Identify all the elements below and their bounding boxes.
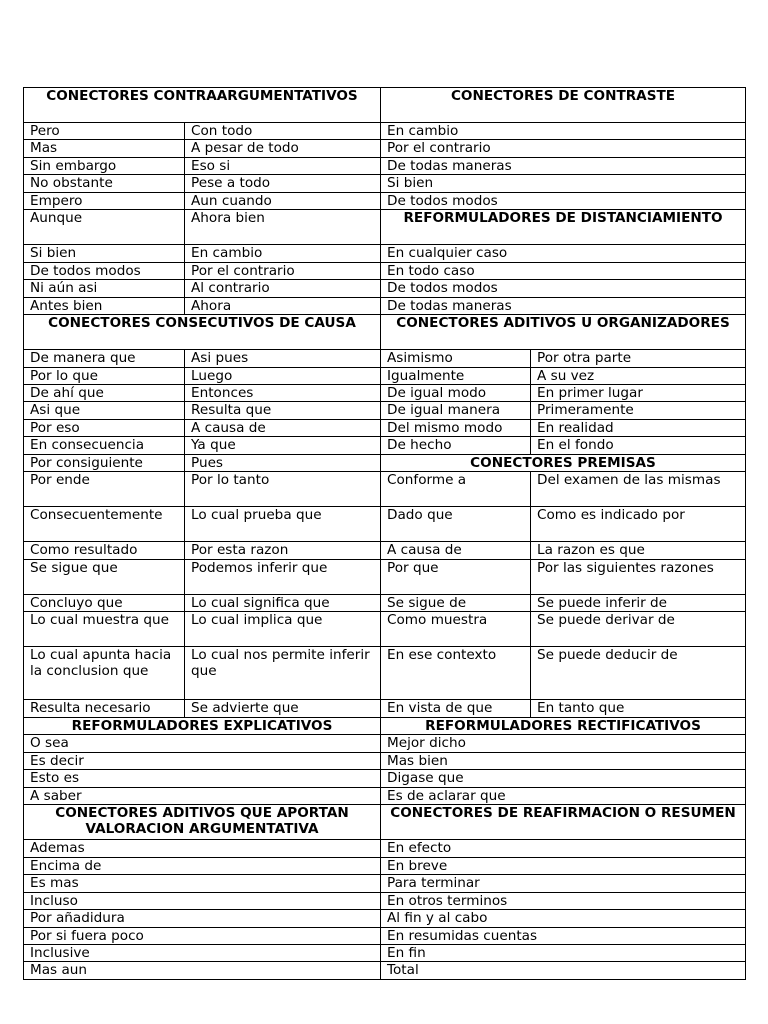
table-cell: Por el contrario: [381, 140, 746, 157]
table-row: [24, 262, 746, 279]
table-cell: De igual modo: [381, 384, 531, 401]
table-cell: De todas maneras: [381, 157, 746, 174]
table-cell: En cambio: [185, 245, 381, 262]
table-row: [24, 454, 746, 471]
table-cell: Asi que: [24, 402, 185, 419]
table-cell: Ya que: [185, 437, 381, 454]
table-cell: Ni aún asi: [24, 280, 185, 297]
table-cell: No obstante: [24, 175, 185, 192]
table-cell: Si bien: [381, 175, 746, 192]
table-cell: Eso si: [185, 157, 381, 174]
table-cell: Digase que: [381, 770, 746, 787]
table-cell: Es de aclarar que: [381, 787, 746, 804]
table-row: [24, 140, 746, 157]
table-cell: Por el contrario: [185, 262, 381, 279]
table-cell: De todas maneras: [381, 297, 746, 314]
table-cell: Pues: [185, 454, 381, 471]
table-row: [24, 840, 746, 857]
table-cell: En tanto que: [531, 700, 746, 717]
table-cell: De ahí que: [24, 384, 185, 401]
table-row: [24, 542, 746, 559]
table-cell: Como muestra: [381, 612, 531, 647]
table-cell: Lo cual significa que: [185, 594, 381, 611]
table-row: [24, 419, 746, 436]
table-cell: En consecuencia: [24, 437, 185, 454]
table-cell: De todos modos: [381, 192, 746, 209]
table-cell: Sin embargo: [24, 157, 185, 174]
table-cell: Por lo que: [24, 367, 185, 384]
table-cell: Por lo tanto: [185, 472, 381, 507]
table-cell: Aun cuando: [185, 192, 381, 209]
table-row: [24, 945, 746, 962]
section-header: CONECTORES ADITIVOS QUE APORTAN VALORACION ARGUMENTATIVA: [24, 805, 381, 840]
table-cell: Aunque: [24, 210, 185, 245]
table-cell: Incluso: [24, 892, 381, 909]
connectors-table: [23, 87, 746, 980]
table-cell: A saber: [24, 787, 381, 804]
table-cell: Por consiguiente: [24, 454, 185, 471]
section-header: CONECTORES CONSECUTIVOS DE CAUSA: [24, 315, 381, 350]
table-cell: Al fin y al cabo: [381, 910, 746, 927]
table-cell: Resulta que: [185, 402, 381, 419]
table-row: [24, 770, 746, 787]
table-cell: Del examen de las mismas: [531, 472, 746, 507]
table-cell: En cualquier caso: [381, 245, 746, 262]
table-cell: Dado que: [381, 507, 531, 542]
section-header: CONECTORES DE REAFIRMACION O RESUMEN: [381, 805, 746, 840]
table-cell: Se sigue de: [381, 594, 531, 611]
table-cell: Lo cual muestra que: [24, 612, 185, 647]
table-row: [24, 245, 746, 262]
table-cell: O sea: [24, 735, 381, 752]
table-cell: Ademas: [24, 840, 381, 857]
table-cell: Como es indicado por: [531, 507, 746, 542]
table-cell: Es mas: [24, 875, 381, 892]
table-cell: A pesar de todo: [185, 140, 381, 157]
table-cell: Mas bien: [381, 752, 746, 769]
table-cell: Consecuentemente: [24, 507, 185, 542]
table-cell: Se advierte que: [185, 700, 381, 717]
table-row: [24, 805, 746, 840]
table-cell: De hecho: [381, 437, 531, 454]
table-cell: En vista de que: [381, 700, 531, 717]
table-cell: A causa de: [381, 542, 531, 559]
section-header: CONECTORES ADITIVOS U ORGANIZADORES: [381, 315, 746, 350]
table-cell: En realidad: [531, 419, 746, 436]
table-cell: En el fondo: [531, 437, 746, 454]
table-cell: Con todo: [185, 122, 381, 139]
table-cell: Conforme a: [381, 472, 531, 507]
table-cell: Lo cual nos permite inferir que: [185, 647, 381, 700]
table-cell: Como resultado: [24, 542, 185, 559]
table-cell: En cambio: [381, 122, 746, 139]
section-header: REFORMULADORES RECTIFICATIVOS: [381, 717, 746, 734]
table-row: [24, 210, 746, 245]
table-row: [24, 875, 746, 892]
table-row: [24, 280, 746, 297]
table-row: [24, 700, 746, 717]
table-cell: Pese a todo: [185, 175, 381, 192]
table-cell: Ahora bien: [185, 210, 381, 245]
section-header: CONECTORES DE CONTRASTE: [381, 88, 746, 123]
section-header: REFORMULADORES EXPLICATIVOS: [24, 717, 381, 734]
table-cell: A su vez: [531, 367, 746, 384]
table-cell: En resumidas cuentas: [381, 927, 746, 944]
table-cell: En primer lugar: [531, 384, 746, 401]
table-cell: Se puede derivar de: [531, 612, 746, 647]
connectors-document: [23, 87, 745, 980]
table-cell: La razon es que: [531, 542, 746, 559]
table-row: [24, 594, 746, 611]
table-cell: Por añadidura: [24, 910, 381, 927]
table-cell: Ahora: [185, 297, 381, 314]
table-cell: De todos modos: [24, 262, 185, 279]
table-row: [24, 717, 746, 734]
table-cell: En efecto: [381, 840, 746, 857]
table-cell: Se puede inferir de: [531, 594, 746, 611]
table-row: [24, 857, 746, 874]
table-row: [24, 910, 746, 927]
table-cell: Se puede deducir de: [531, 647, 746, 700]
table-cell: Esto es: [24, 770, 381, 787]
table-cell: Si bien: [24, 245, 185, 262]
table-row: [24, 927, 746, 944]
table-cell: Total: [381, 962, 746, 980]
table-cell: Luego: [185, 367, 381, 384]
table-cell: En otros terminos: [381, 892, 746, 909]
table-cell: Por ende: [24, 472, 185, 507]
table-cell: Concluyo que: [24, 594, 185, 611]
table-cell: Mas: [24, 140, 185, 157]
table-cell: A causa de: [185, 419, 381, 436]
table-cell: Igualmente: [381, 367, 531, 384]
table-cell: Mas aun: [24, 962, 381, 980]
table-row: [24, 735, 746, 752]
table-row: [24, 122, 746, 139]
table-cell: Podemos inferir que: [185, 559, 381, 594]
table-cell: Mejor dicho: [381, 735, 746, 752]
table-cell: Al contrario: [185, 280, 381, 297]
table-cell: En todo caso: [381, 262, 746, 279]
table-row: [24, 315, 746, 350]
table-cell: En ese contexto: [381, 647, 531, 700]
table-cell: Por esta razon: [185, 542, 381, 559]
table-cell: Entonces: [185, 384, 381, 401]
table-row: [24, 88, 746, 123]
table-row: [24, 350, 746, 367]
table-cell: Resulta necesario: [24, 700, 185, 717]
table-cell: Es decir: [24, 752, 381, 769]
table-cell: Por eso: [24, 419, 185, 436]
table-cell: Encima de: [24, 857, 381, 874]
table-row: [24, 962, 746, 980]
table-row: [24, 402, 746, 419]
table-cell: Pero: [24, 122, 185, 139]
table-cell: Por otra parte: [531, 350, 746, 367]
table-cell: Lo cual implica que: [185, 612, 381, 647]
table-cell: Empero: [24, 192, 185, 209]
table-cell: Lo cual prueba que: [185, 507, 381, 542]
table-cell: Asi pues: [185, 350, 381, 367]
table-row: [24, 752, 746, 769]
section-header: REFORMULADORES DE DISTANCIAMIENTO: [381, 210, 746, 245]
table-row: [24, 892, 746, 909]
table-cell: Se sigue que: [24, 559, 185, 594]
table-cell: Del mismo modo: [381, 419, 531, 436]
table-cell: Por las siguientes razones: [531, 559, 746, 594]
table-row: [24, 612, 746, 647]
table-cell: Antes bien: [24, 297, 185, 314]
table-cell: De todos modos: [381, 280, 746, 297]
table-row: [24, 175, 746, 192]
table-cell: Por si fuera poco: [24, 927, 381, 944]
table-cell: En breve: [381, 857, 746, 874]
table-cell: Inclusive: [24, 945, 381, 962]
table-row: [24, 297, 746, 314]
table-row: [24, 559, 746, 594]
table-cell: Por que: [381, 559, 531, 594]
table-row: [24, 507, 746, 542]
table-cell: Primeramente: [531, 402, 746, 419]
table-cell: De manera que: [24, 350, 185, 367]
table-row: [24, 437, 746, 454]
table-row: [24, 192, 746, 209]
table-row: [24, 647, 746, 700]
table-cell: Para terminar: [381, 875, 746, 892]
table-row: [24, 384, 746, 401]
table-cell: De igual manera: [381, 402, 531, 419]
table-cell: Asimismo: [381, 350, 531, 367]
table-row: [24, 472, 746, 507]
table-cell: En fin: [381, 945, 746, 962]
table-row: [24, 157, 746, 174]
table-cell: Lo cual apunta hacia la conclusion que: [24, 647, 185, 700]
section-header: CONECTORES CONTRAARGUMENTATIVOS: [24, 88, 381, 123]
table-row: [24, 367, 746, 384]
table-body: [24, 88, 746, 980]
table-row: [24, 787, 746, 804]
section-header: CONECTORES PREMISAS: [381, 454, 746, 471]
